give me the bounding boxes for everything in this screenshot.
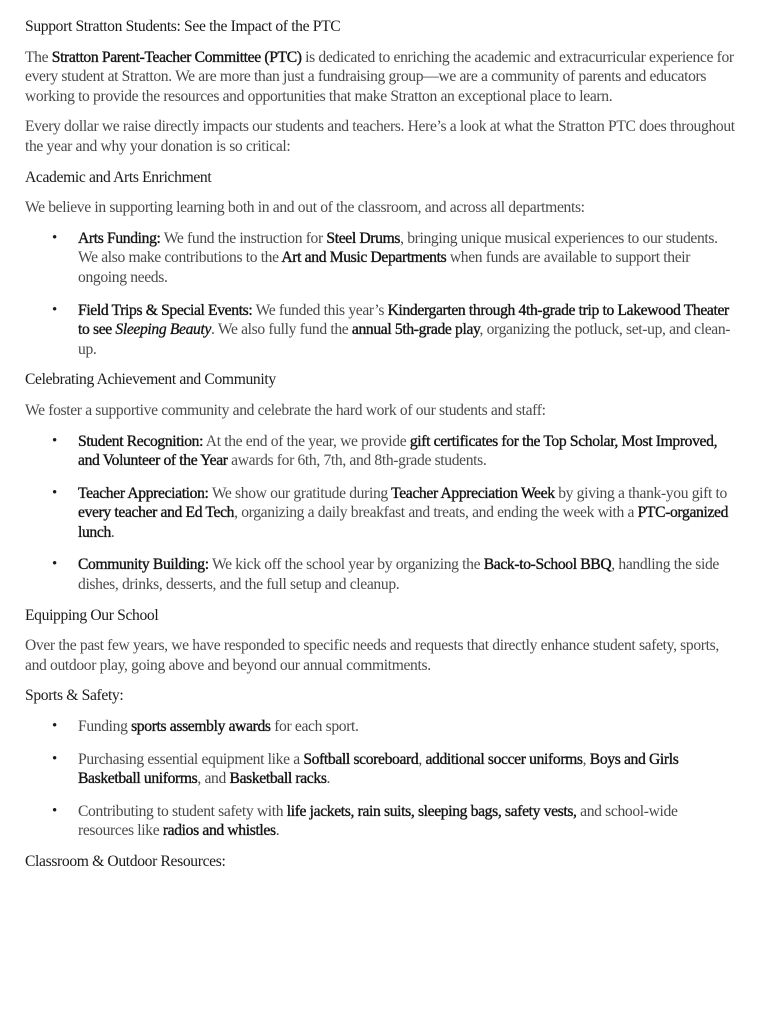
list-item-student-safety: • Contributing to student safety with life jackets, rain suits, sleeping bags, safety vests, and school-wide resources like radios and whistles. (52, 802, 678, 840)
celebrating-list (25, 432, 736, 595)
subheading-sports-safety: Sports & Safety: (25, 687, 124, 705)
subheading-classroom-outdoor: Classroom & Outdoor Resources: (25, 853, 226, 870)
list-item-sports-awards: • Funding sports assembly awards for each sport. (52, 718, 359, 736)
bullet-icon: • (52, 750, 57, 767)
section-lead: Over the past few years, we have responded to specific needs and requests that directly enhance student safety, sports, and outdoor play, going above and beyond our annual commitments. (25, 637, 719, 674)
ptc-name: Stratton Parent-Teacher Committee (PTC) (51, 48, 302, 66)
intro-paragraph-2: Every dollar we raise directly impacts our students and teachers. Here’s a look at what the Stratton PTC does throughout the year and why your donation is so critical: (25, 118, 735, 155)
academic-arts-list (25, 229, 736, 360)
section-lead: We foster a supportive community and celebrate the hard work of our students and staff: (25, 401, 546, 419)
section-heading-celebrating: Celebrating Achievement and Community (25, 371, 276, 389)
list-item-field-trips: • Field Trips & Special Events: We funded this year’s Kindergarten through 4th-grade trip to Lakewood Theater to see Sleeping Beauty. We also fully fund the annual 5th-grade play, organizing the potluck, set-up, and clean-up. (52, 301, 731, 358)
bullet-icon: • (52, 556, 57, 573)
bullet-icon: • (52, 301, 57, 318)
section-lead: We believe in supporting learning both in and out of the classroom, and across all departments: (25, 199, 585, 217)
bullet-icon: • (52, 802, 57, 819)
list-item-student-recognition: • Student Recognition: At the end of the year, we provide gift certificates for the Top Scholar, Most Improved, and Volunteer of the Year awards for 6th, 7th, and 8th-grade students. (52, 432, 718, 470)
list-item-teacher-appreciation: • Teacher Appreciation: We show our gratitude during Teacher Appreciation Week by giving a thank-you gift to every teacher and Ed Tech, organizing a daily breakfast and treats, and ending the week with a PTC-organized lunch. (52, 484, 729, 541)
bullet-icon: • (52, 484, 57, 501)
list-item-arts-funding: • Arts Funding: We fund the instruction for Steel Drums, bringing unique musical experiences to our students. We also make contributions to the Art and Music Departments when funds are available to support their ongoing needs. (52, 229, 718, 286)
bullet-icon: • (52, 229, 57, 246)
bullet-icon: • (52, 432, 57, 449)
list-item-community-building: • Community Building: We kick off the school year by organizing the Back-to-School BBQ, handling the side dishes, drinks, desserts, and the full setup and cleanup. (52, 556, 719, 594)
sports-safety-list (25, 717, 736, 841)
bullet-icon: • (52, 718, 57, 735)
intro-paragraph-1: The Stratton Parent-Teacher Committee (PTC) is dedicated to enriching the academic and extracurricular experience for every student at Stratton. We are more than just a fundraising group—we are a community of parents and educators working to provide the resources and opportunities that make Stratton an exceptional place to learn. (25, 48, 734, 105)
document-title: Support Stratton Students: See the Impact of the PTC (25, 18, 341, 35)
section-heading-equipping: Equipping Our School (25, 606, 159, 624)
list-item-equipment: • Purchasing essential equipment like a Softball scoreboard, additional soccer uniforms, Boys and Girls Basketball uniforms, and Basketball racks. (52, 750, 679, 788)
section-heading-academic-arts: Academic and Arts Enrichment (25, 168, 212, 186)
